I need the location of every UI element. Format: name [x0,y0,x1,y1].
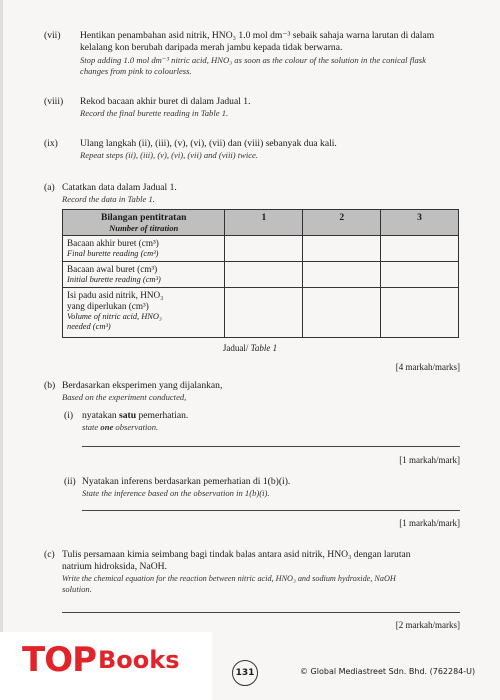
question-text-en: Based on the experiment conducted, [62,392,187,402]
question-text-ms: Tulis persamaan kimia seimbang bagi tindak balas antara asid nitrik, HNO₃ dengan larutan [62,549,411,560]
step-text-en: changes from pink to colourless. [80,66,192,76]
answer-cell[interactable] [381,262,459,288]
marks-label: [2 markah/marks] [395,620,460,630]
marks-label: [4 markah/marks] [395,362,460,372]
answer-cell[interactable] [381,236,459,262]
answer-cell[interactable] [225,288,303,338]
table-col-2: 2 [303,210,381,236]
row-label: Isi padu asid nitrik, HNO₃ yang diperlukan (cm³) Volume of nitric acid, HNO₃ needed (cm³) [63,288,225,338]
step-text-ms: Hentikan penambahan asid nitrik, HNO₃ 1.0 mol dm⁻³ sebaik sahaja warna larutan di dalam [80,30,435,41]
question-label: (a) [44,182,55,193]
answer-line[interactable] [82,446,460,447]
table-col-1: 1 [225,210,303,236]
row-label: Bacaan awal buret (cm³) Initial burette reading (cm³) [63,262,225,288]
step-text-ms: Rekod bacaan akhir buret di dalam Jadual 1. [80,96,251,107]
question-text-en: state one observation. [82,422,159,432]
step-number: (ix) [44,138,58,149]
step-number: (viii) [44,96,64,107]
marks-label: [1 markah/mark] [399,455,460,465]
question-text-en: Record the data in Table 1. [62,194,155,204]
answer-cell[interactable] [303,288,381,338]
question-text-ms: Catatkan data dalam Jadual 1. [62,182,177,193]
row-label: Bacaan akhir buret (cm³) Final burette reading (cm³) [63,236,225,262]
step-text-en: Record the final burette reading in Table 1. [80,108,229,118]
question-text-en: solution. [62,584,92,594]
subquestion-label: (ii) [64,476,76,487]
question-label: (c) [44,549,55,560]
answer-cell[interactable] [225,236,303,262]
question-text-ms: Berdasarkan eksperimen yang dijalankan, [62,380,223,391]
page-number: 131 [232,660,258,686]
step-text-ms: kelalang kon berubah daripada merah jambu kepada tidak berwarna. [80,42,343,53]
marks-label: [1 markah/mark] [399,518,460,528]
table-header-cell: Bilangan pentitratan Number of titration [63,210,225,236]
step-text-ms: Ulang langkah (ii), (iii), (v), (vi), (vii) dan (viii) sebanyak dua kali. [80,138,337,149]
answer-line[interactable] [82,510,460,511]
question-text-ms: Nyatakan inferens berdasarkan pemerhatian di 1(b)(i). [82,476,291,487]
step-text-en: Stop adding 1.0 mol dm⁻³ nitric acid, HNO₃ as soon as the colour of the solution in the conical flask [80,55,426,65]
step-number: (vii) [44,30,61,41]
question-text-en: State the inference based on the observation in 1(b)(i). [82,488,270,498]
answer-cell[interactable] [381,288,459,338]
question-text-ms: natrium hidroksida, NaOH. [62,561,167,572]
answer-cell[interactable] [225,262,303,288]
question-text-ms: nyatakan satu pemerhatian. [82,410,189,421]
logo-top-text: TOP [22,640,97,680]
answer-cell[interactable] [303,262,381,288]
subquestion-label: (i) [64,410,74,421]
table-row [63,288,459,338]
step-text-en: Repeat steps (ii), (iii), (v), (vi), (vii) and (viii) twice. [80,150,259,160]
question-text-en: Write the chemical equation for the reaction between nitric acid, HNO₃ and sodium hydroxide, NaOH [62,574,396,583]
table-caption: Jadual/ Table 1 [222,343,278,353]
logo-books-text: Books [98,646,180,674]
table-row [63,236,459,262]
question-label: (b) [44,380,56,391]
table-1 [62,209,459,338]
table-row [63,262,459,288]
table-header-row [63,210,459,236]
table-col-3: 3 [381,210,459,236]
footer-copyright: © Global Mediastreet Sdn. Bhd. (762284-U) [300,667,476,676]
answer-cell[interactable] [303,236,381,262]
answer-line[interactable] [62,612,460,613]
